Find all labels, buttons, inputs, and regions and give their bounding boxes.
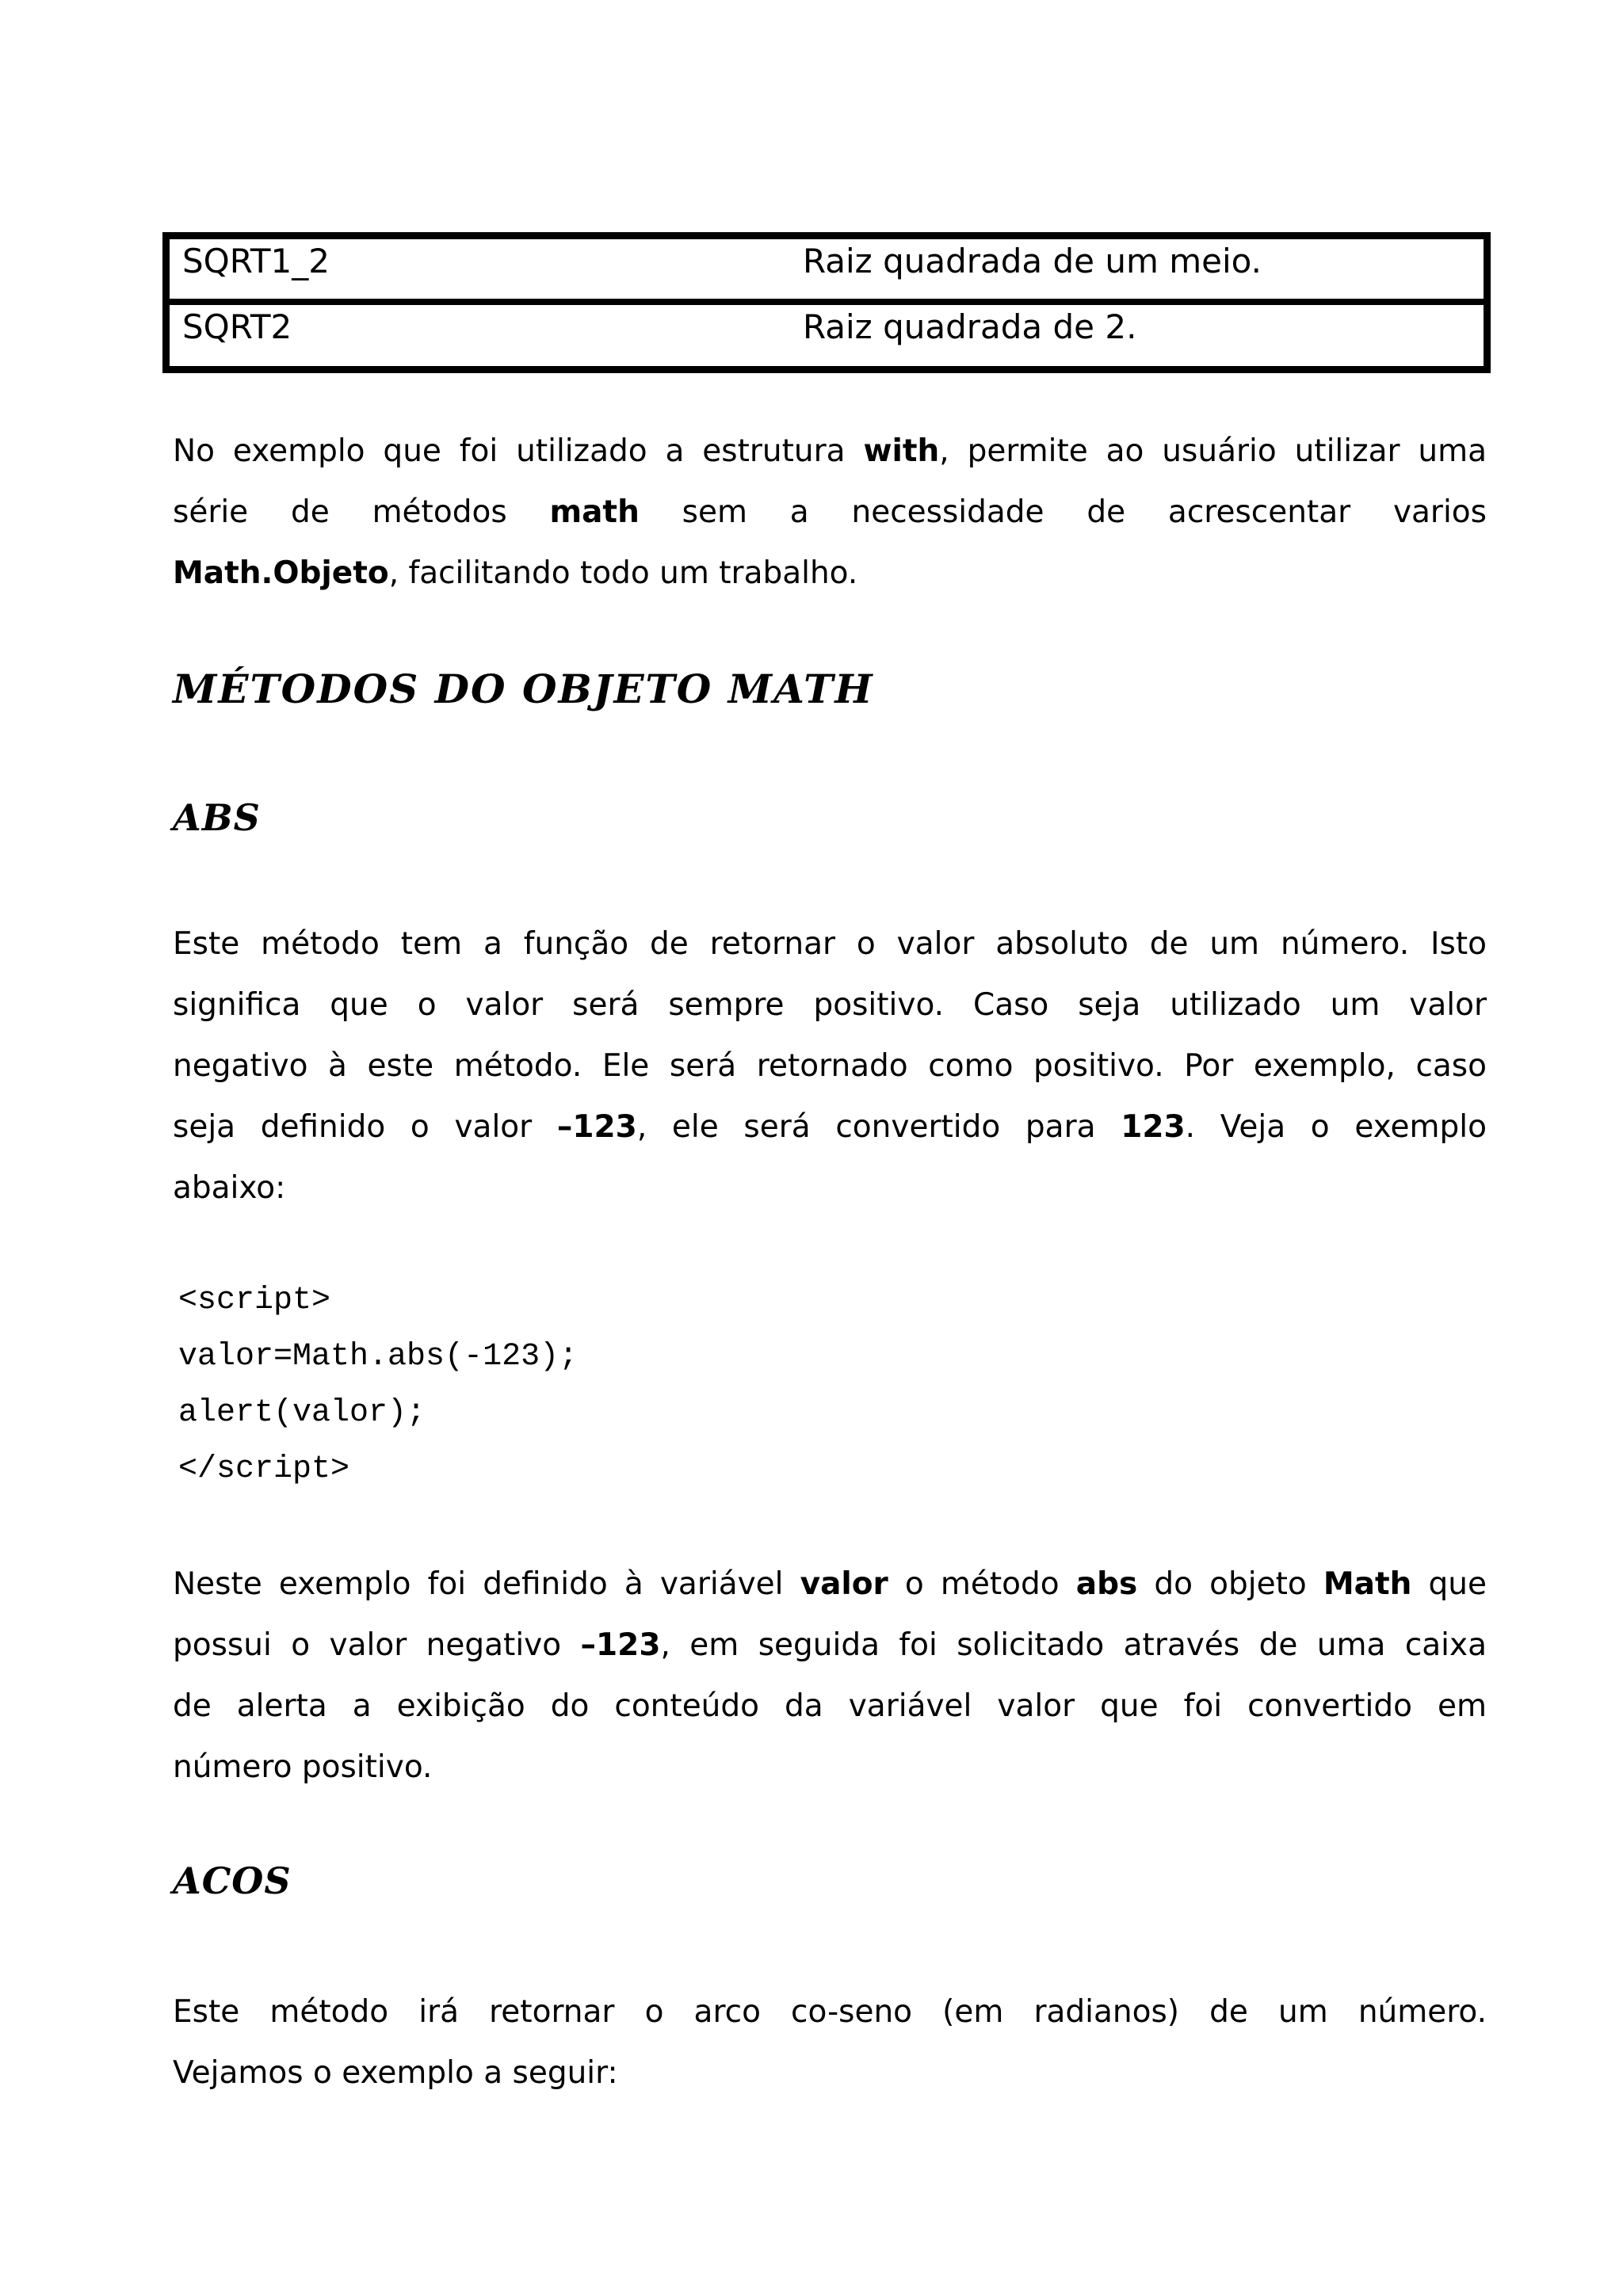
text-run: que <box>1411 1566 1487 1602</box>
text-run: negativo à este método. Ele será retornado como positivo. Por exemplo, caso <box>173 1048 1487 1084</box>
text-line <box>173 1615 1487 1676</box>
bold-text-run: valor <box>800 1566 888 1602</box>
text-line <box>173 543 1487 604</box>
code-block-abs-example <box>178 1272 578 1497</box>
text-line <box>173 482 1487 543</box>
text-line <box>173 1554 1487 1615</box>
code-line: valor=Math.abs(-123); <box>178 1339 579 1375</box>
table-row <box>170 299 1484 366</box>
text-line <box>173 913 1487 974</box>
text-line <box>173 1981 1487 2042</box>
text-run: seja definido o valor <box>173 1109 557 1145</box>
text-run: Este método irá retornar o arco co-seno (em radianos) de um número. <box>173 1994 1487 2030</box>
text-run: Vejamos o exemplo a seguir: <box>173 2055 618 2091</box>
code-line: <script> <box>178 1283 331 1318</box>
code-line: alert(valor); <box>178 1395 426 1431</box>
table-row <box>170 239 1484 299</box>
text-run: sem a necessidade de acrescentar varios <box>639 494 1487 530</box>
table-cell-description: Raiz quadrada de um meio. <box>803 242 1262 280</box>
text-run: . Veja o exemplo <box>1185 1109 1487 1145</box>
text-line <box>173 1158 1487 1219</box>
constants-table <box>162 232 1491 373</box>
bold-text-run: abs <box>1075 1566 1138 1602</box>
text-run: No exemplo que foi utilizado a estrutura <box>173 433 864 469</box>
text-line <box>173 1737 1487 1798</box>
text-run: , ele será convertido para <box>636 1109 1121 1145</box>
bold-text-run: –123 <box>580 1627 661 1663</box>
paragraph-acos-description <box>173 1981 1487 2103</box>
paragraph-abs-description <box>173 913 1487 1219</box>
subsection-heading-abs: ABS <box>173 796 261 839</box>
text-run: série de métodos <box>173 494 550 530</box>
bold-text-run: math <box>549 494 640 530</box>
table-cell-constant: SQRT1_2 <box>182 242 330 280</box>
table-cell-description: Raiz quadrada de 2. <box>803 307 1137 346</box>
paragraph-abs-result <box>173 1554 1487 1798</box>
bold-text-run: Math.Objeto <box>173 555 389 591</box>
code-line: </script> <box>178 1451 350 1487</box>
text-run: possui o valor negativo <box>173 1627 581 1663</box>
text-run: , em seguida foi solicitado através de uma caixa <box>660 1627 1487 1663</box>
bold-text-run: with <box>863 433 940 469</box>
text-line <box>173 1097 1487 1158</box>
subsection-heading-acos: ACOS <box>173 1859 292 1902</box>
text-run: Neste exemplo foi definido à variável <box>173 1566 800 1602</box>
text-run: do objeto <box>1137 1566 1323 1602</box>
text-line <box>173 974 1487 1035</box>
text-line <box>173 2042 1487 2103</box>
paragraph-with-intro <box>173 421 1487 604</box>
text-run: significa que o valor será sempre positivo. Caso seja utilizado um valor <box>173 987 1487 1023</box>
bold-text-run: 123 <box>1121 1109 1186 1145</box>
bold-text-run: Math <box>1323 1566 1412 1602</box>
text-run: Este método tem a função de retornar o valor absoluto de um número. Isto <box>173 926 1487 962</box>
text-line <box>173 1676 1487 1737</box>
bold-text-run: –123 <box>556 1109 637 1145</box>
text-line <box>173 421 1487 482</box>
text-run: abaixo: <box>173 1170 286 1206</box>
text-run: o método <box>888 1566 1076 1602</box>
section-heading-metodos: MÉTODOS DO OBJETO MATH <box>173 666 874 712</box>
text-line <box>173 1035 1487 1097</box>
text-run: número positivo. <box>173 1749 433 1785</box>
text-run: , facilitando todo um trabalho. <box>388 555 858 591</box>
table-cell-constant: SQRT2 <box>182 307 292 346</box>
text-run: , permite ao usuário utilizar uma <box>939 433 1487 469</box>
text-run: de alerta a exibição do conteúdo da variável valor que foi convertido em <box>173 1688 1487 1724</box>
